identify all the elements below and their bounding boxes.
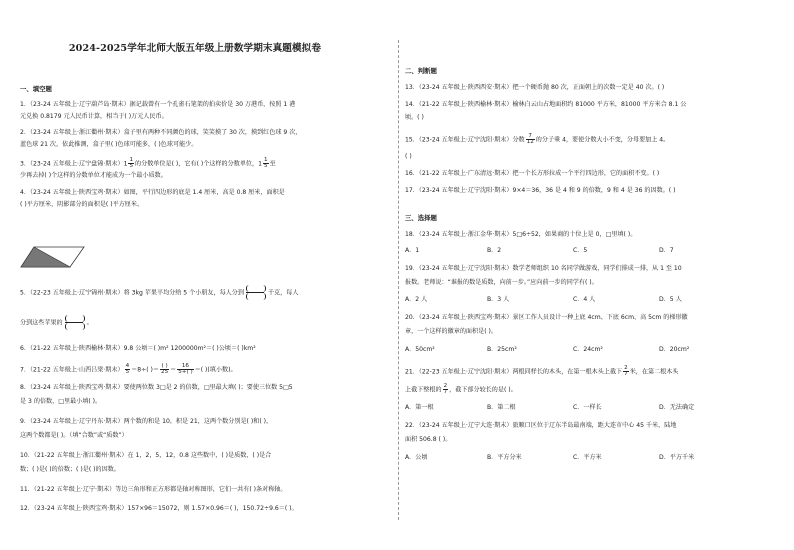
option[interactable]: C．一样长 — [573, 404, 602, 411]
fraction: $\frac{4}{5}$ — [125, 363, 130, 375]
question-line: 报数。老师说：“谁报的数是质数，向前一步。”应向前一步的同学有( )。 — [405, 279, 598, 286]
option[interactable]: B．第二根 — [487, 404, 516, 411]
question-line-q5b: 分到这些苹果的 。 — [20, 315, 93, 330]
question-line: 11．（21-22 五年级上·辽宁·期末）等边三角形和正方形都是轴对称图形，它们一共有( )条对称轴。 — [20, 486, 287, 493]
q3-prefix: 3．（23-24 五年级上·辽宁盘锦·期末） — [20, 160, 124, 168]
question-line: ( ) — [405, 153, 412, 160]
answer-fraction-box[interactable] — [246, 285, 266, 300]
page-title: 2024-2025学年北师大版五年级上册数学期末真题模拟卷 — [68, 43, 322, 54]
option[interactable]: C．4 人 — [573, 296, 596, 303]
question-line: ( )平方厘米，阴影部分的面积是( )平方厘米。 — [20, 201, 144, 208]
column-divider — [398, 40, 399, 520]
fraction: $\frac{7}{12}$ — [526, 133, 534, 145]
q3-whole: 1 — [123, 160, 128, 168]
question-line-q7: 7．（21-22 五年级上·山西吕梁·期末） $\frac{4}{5}$ ＝8÷( )＝ $\frac{( )}{25}$ ＝ $\frac{16}{5+( )}$ ＝( )(填小数)。 — [20, 363, 237, 375]
question-line: 16．（21-22 五年级上·广东清远·期末）把一个长方形拉成一个平行四边形，它的面积不变。( ) — [405, 170, 660, 177]
option[interactable]: D．5 人 — [659, 296, 682, 303]
question-line: 6．（21-22 五年级上·陕西榆林·期末）9.8 公顷＝( )m² 1200000m²＝( )公顷＝( )km² — [20, 345, 256, 352]
section-fill-blank: 一、填空题 — [20, 85, 52, 93]
question-line: 顷。( ) — [405, 114, 424, 121]
question-line: 14．（21-22 五年级上·陕西榆林·期末）榆林白云山占地面积约 81000 平方米，81000 平方米合 8.1 公 — [405, 101, 687, 108]
option[interactable]: D．20cm² — [659, 346, 690, 353]
question-line-q15: 15．（23-24 五年级上·辽宁沈阳·期末）分数 $\frac{7}{12}$ 的分子乘 4，要使分数大小不变，分母要加上 4。 — [405, 133, 670, 145]
q3-mid: 的分数单位是( )，它有( )个这样的分数单位， — [135, 160, 259, 168]
question-line: 9．（23-24 五年级上·辽宁丹东·期末）两个数的和是 10，积是 21，这两个数分别是( )和( )， — [20, 418, 273, 425]
q3-whole-2: 1 — [258, 160, 262, 168]
question-line-q21b: 上截下整根的 $\frac{2}{7}$ ，截下部分较长的是( )。 — [405, 383, 517, 395]
option[interactable]: D．平方千米 — [659, 454, 695, 461]
question-line: 蓝色球 21 次，依此推测，盒子里( )色球可能多，( )色球可能少。 — [20, 141, 198, 148]
question-line: 20．（23-24 五年级上·陕西宝鸡·期末）景区工作人员设计一种上底 4cm、下底 6cm、高 5cm 的梯形徽 — [405, 314, 688, 321]
question-line: 13．（23-24 五年级上·陕西西安·期末）把一个硬币抛 80 次，正面朝上的次数一定是 40 次。( ) — [405, 84, 665, 91]
question-line: 是 3 的倍数，□里最小填( )。 — [20, 398, 102, 405]
section-choice: 三、选择题 — [405, 214, 437, 222]
option[interactable]: A．1 — [405, 247, 420, 254]
question-line: 8．（23-24 五年级上·陕西宝鸡·期末）要使两位数 3□是 2 的倍数，□里最大填( )；要使三位数 5□5 — [20, 384, 293, 391]
question-line-q5: 5．（22-23 五年级上·辽宁锦州·期末）将 3kg 苹果平均分给 5 个小朋友，每人分到 千克，每人 — [20, 285, 298, 300]
question-line: 面积 506.8 ( )。 — [405, 436, 452, 443]
fraction: $\frac{2}{7}$ — [443, 383, 448, 395]
option[interactable]: D．7 — [659, 247, 674, 254]
question-line: 数；( )是( )的倍数；( )是( )的因数。 — [20, 466, 120, 473]
option[interactable]: C．5 — [573, 247, 588, 254]
fraction: $\frac{1}{5}$ — [129, 157, 134, 169]
option[interactable]: A．第一根 — [405, 404, 434, 411]
section-true-false: 二、判断题 — [405, 67, 437, 75]
parallelogram-figure — [20, 246, 86, 268]
question-line: 18．（23-24 五年级上·浙江金华·期末）5□6÷52，如果商的十位上是 0，□里填( )。 — [405, 231, 637, 238]
question-line: 1．（23-24 五年级上·辽宁葫芦岛·期末）据记载曾有一个孔雀石笔架的拍卖价是 30 万港币，按照 1 港 — [20, 101, 296, 108]
option[interactable]: B．25cm² — [487, 346, 517, 353]
question-line: 这两个数都是( )。（填“合数”或“质数”） — [20, 432, 128, 439]
fraction: $\frac{16}{5+( )}$ — [178, 363, 193, 375]
option[interactable]: A．2 人 — [405, 296, 428, 303]
option[interactable]: B．平方分米 — [487, 454, 522, 461]
option[interactable]: B．2 — [487, 247, 502, 254]
question-line: 19．（23-24 五年级上·辽宁沈阳·期末）数学老师组织 10 名同学做游戏，同学们排成一排，从 1 至 10 — [405, 265, 682, 272]
question-line: 4．（23-24 五年级上·陕西宝鸡·期末）如图，平行四边形的底是 1.4 厘米，高是 0.8 厘米，面积是 — [20, 189, 285, 196]
question-line-q3 — [20, 158, 276, 169]
question-line-q21: 21．（22-23 五年级上·辽宁沈阳·期末）两根同样长的木头，在第一根木头上截下 $\frac{2}{7}$ 米，在第二根木头 — [405, 365, 679, 377]
option[interactable]: B．3 人 — [487, 296, 510, 303]
question-line: 10．（21-22 五年级上·浙江衢州·期末）在 1，2，5，12，0.8 这些数中，( )是质数，( )是合 — [20, 452, 272, 459]
question-line: 元兑换 0.8179 元人民币计算，相当于( )万元人民币。 — [20, 113, 168, 120]
q3-tail: 至 — [269, 160, 276, 168]
fraction: $\frac{2}{7}$ — [624, 365, 628, 377]
fraction: $\frac{1}{5}$ — [264, 157, 268, 169]
option[interactable]: C．24cm² — [573, 346, 603, 353]
option[interactable]: A．50cm² — [405, 346, 435, 353]
option[interactable]: A．公顷 — [405, 454, 428, 461]
question-line: 少再去掉( )个这样的分数单位才能成为一个最小质数。 — [20, 172, 167, 179]
fraction: $\frac{( )}{25}$ — [161, 363, 169, 375]
question-line: 12．（23-24 五年级上·陕西宝鸡·期末）157×96＝15072，则 1.57×0.96＝( )，150.72÷9.6＝( )。 — [20, 505, 298, 512]
question-line: 17．（23-24 五年级上·辽宁沈阳·期末）9×4＝36，36 是 4 和 9 的倍数，9 和 4 是 36 的因数。( ) — [405, 187, 676, 194]
question-line: 章，一个这样的徽章的面积是( )。 — [405, 328, 498, 335]
option[interactable]: D．无法确定 — [659, 404, 695, 411]
question-line: 22．（23-24 五年级上·辽宁大连·期末）旅顺口区位于辽东半岛最南端，距大连市中心 45 千米，陆地 — [405, 422, 677, 429]
option[interactable]: C．平方米 — [573, 454, 602, 461]
question-line: 2．（23-24 五年级上·浙江衢州·期末）盒子里有两种不同颜色的球，笑笑摸了 30 次，摸到红色球 9 次， — [20, 129, 302, 136]
answer-fraction-box[interactable] — [65, 315, 85, 330]
